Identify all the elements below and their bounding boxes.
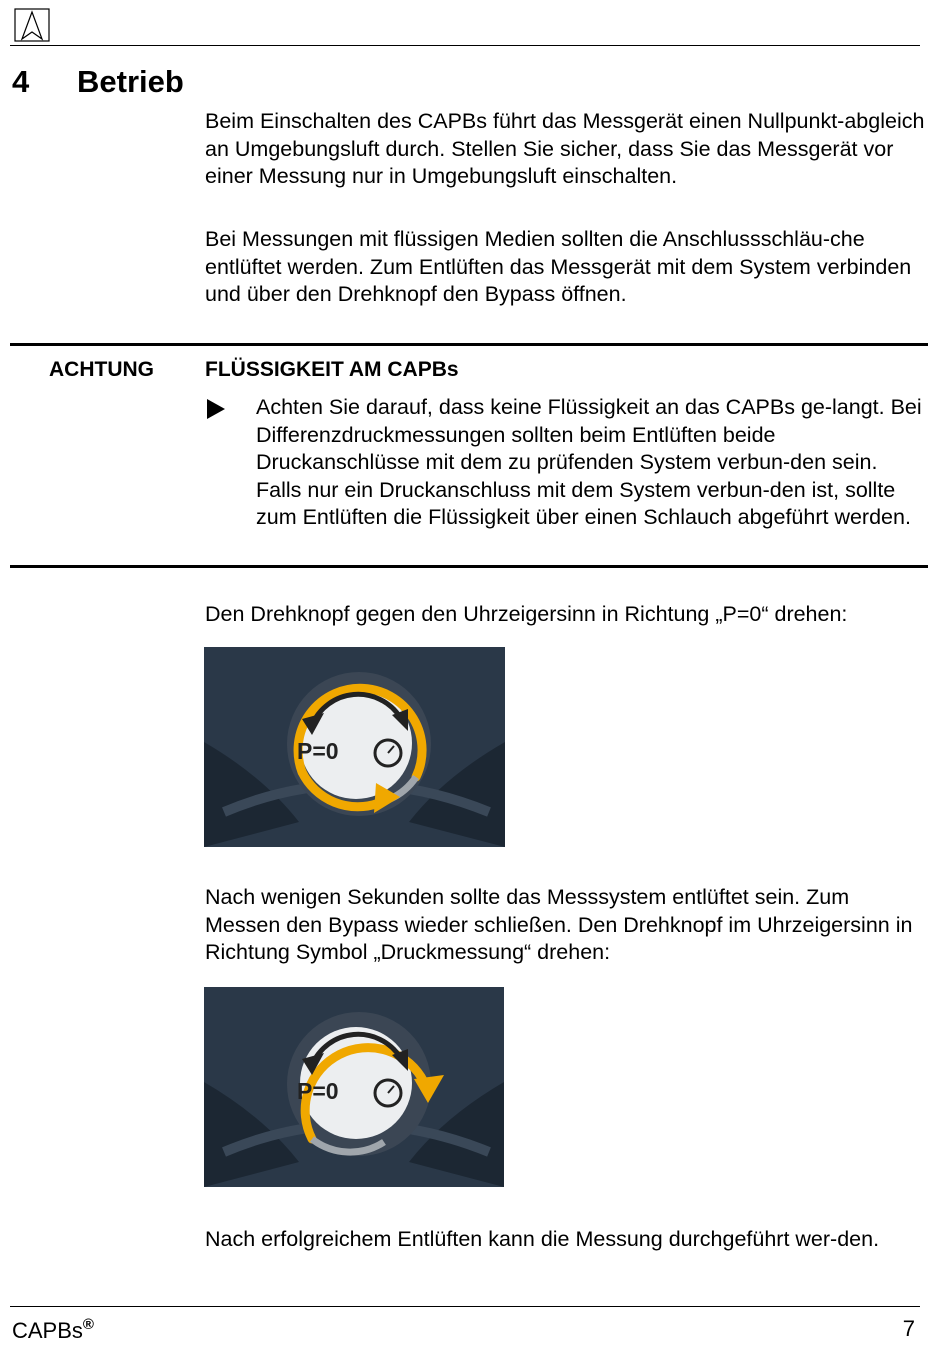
footer-divider (10, 1306, 920, 1307)
open-bypass-instruction: Den Drehknopf gegen den Uhrzeigersinn in Richtung „P=0“ drehen: (205, 602, 848, 626)
intro-paragraph: Beim Einschalten des CAPBs führt das Messgerät einen Nullpunkt-abgleich an Umgebungsluft durch. Stellen Sie sicher, dass Sie das Messgerät vor einer Messung nur in Umgebungsluft einschalten. (205, 109, 925, 188)
header-divider (10, 45, 920, 46)
completion-paragraph: Nach erfolgreichem Entlüften kann die Messung durchgeführt wer-den. (205, 1227, 880, 1251)
notice-bottom-rule (10, 565, 928, 568)
close-bypass-instruction: Nach wenigen Sekunden sollte das Messsystem entlüftet sein. Zum Messen den Bypass wieder schließen. Den Drehknopf im Uhrzeigersinn in Richtung Symbol „Druckmessung“ drehen: (205, 885, 913, 964)
venting-paragraph: Bei Messungen mit flüssigen Medien sollten die Anschlussschläu-che entlüftet werden. Zum Entlüften das Messgerät mit dem System verbinden und über den Drehknopf den Bypass öffnen. (205, 227, 912, 306)
registered-mark: ® (82, 1316, 94, 1333)
bullet-triangle-icon (207, 399, 225, 419)
knob-measure-figure (204, 987, 504, 1187)
brand-logo-icon (14, 8, 50, 42)
knob-open-bypass-figure (204, 647, 505, 847)
notice-label: ACHTUNG (49, 358, 154, 381)
knob-zero-label: P=0 (297, 1078, 339, 1104)
chapter-title: Betrieb (77, 64, 184, 99)
notice-text: Achten Sie darauf, dass keine Flüssigkeit an das CAPBs ge-langt. Bei Differenzdruckmessungen sollten beim Entlüften beide Druckanschlüsse mit dem zu prüfenden System verbun-den sein. Falls nur ein Druckanschluss mit dem System verbun-den ist, sollte zum Entlüften die Flüssigkeit über einen Schlauch abgeführt werden. (256, 395, 922, 529)
notice-top-rule (10, 343, 928, 346)
notice-title: FLÜSSIGKEIT AM CAPBs (205, 358, 459, 381)
chapter-number: 4 (12, 64, 30, 99)
page-number: 7 (902, 1316, 915, 1341)
footer-product-name: CAPBs (12, 1318, 83, 1343)
knob-zero-label: P=0 (297, 738, 339, 764)
footer-product (12, 1316, 94, 1344)
